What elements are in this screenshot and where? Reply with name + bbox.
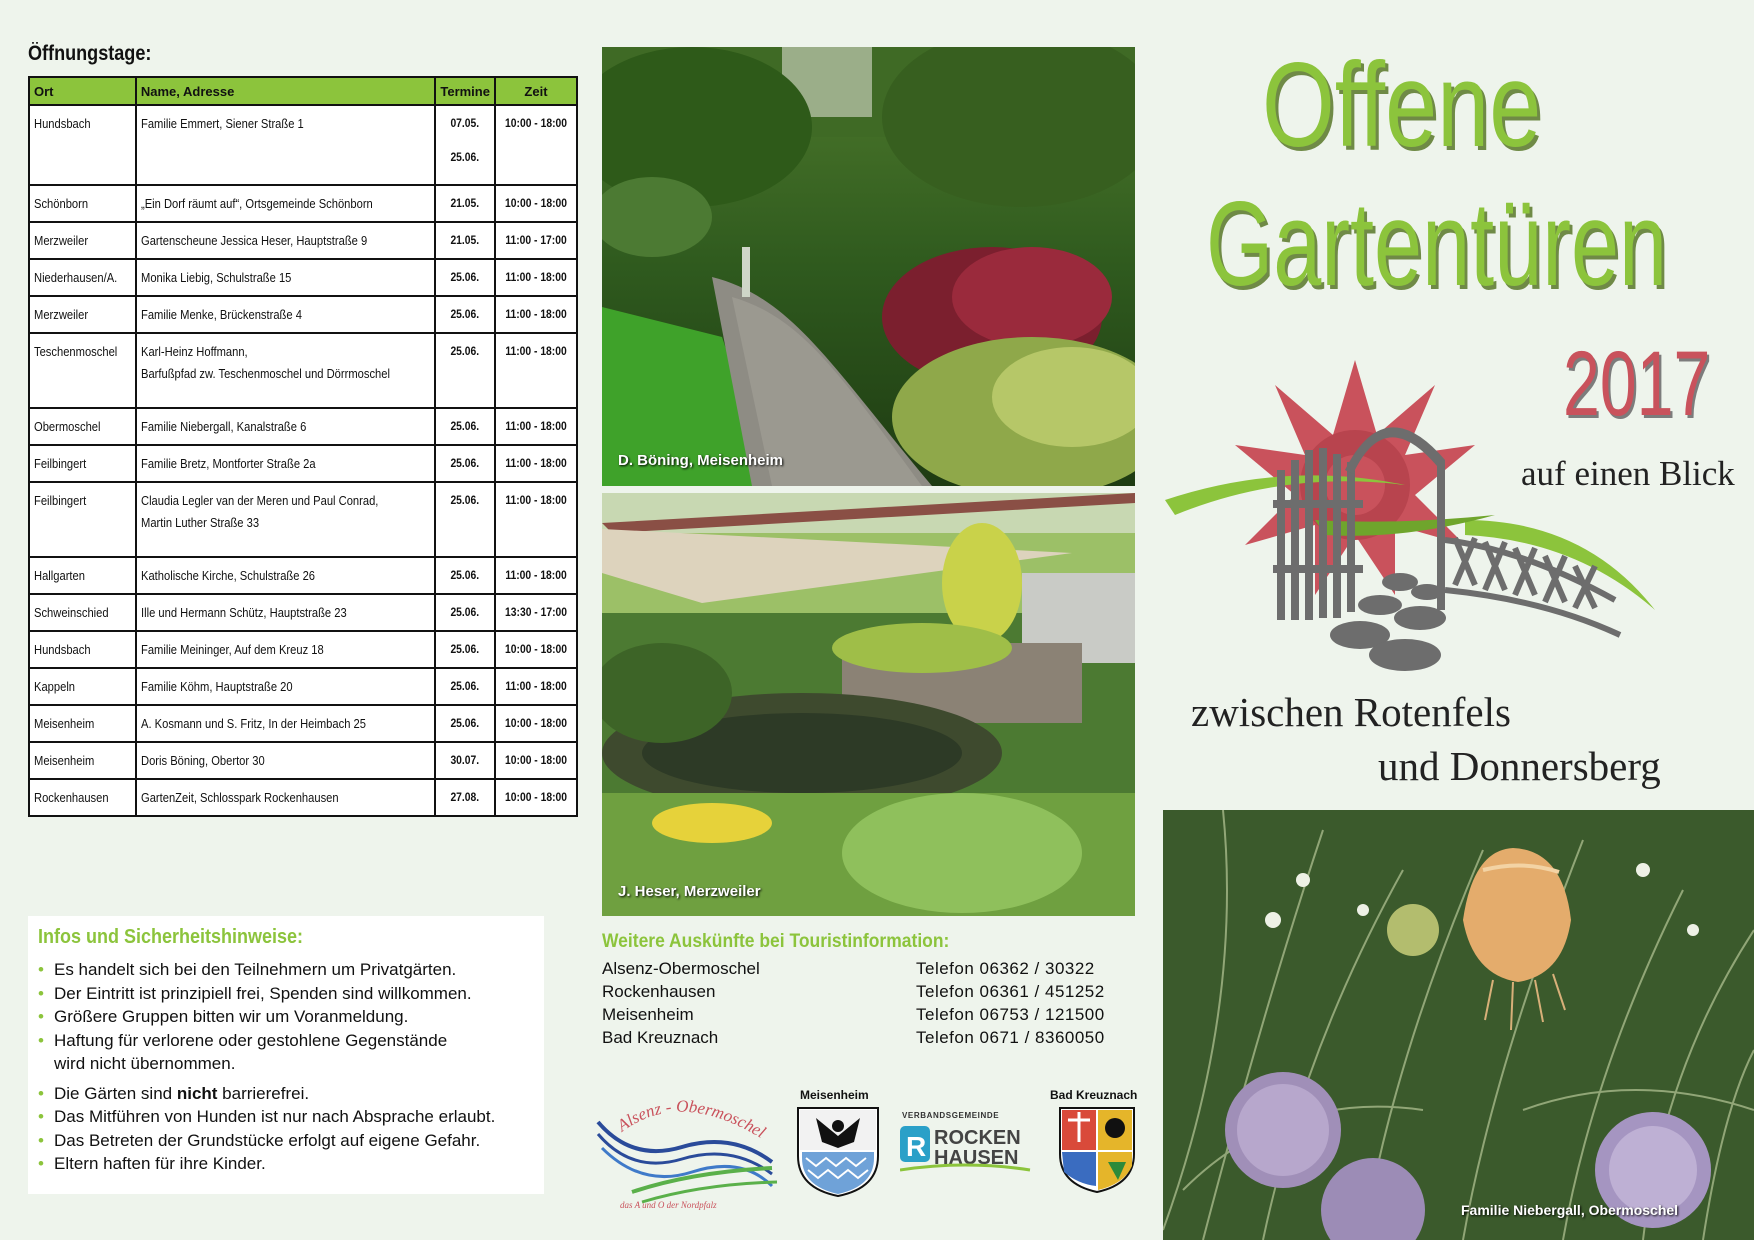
table-cell-name bbox=[136, 742, 436, 779]
info-item: • Größere Gruppen bitten wir um Voranmeldung. bbox=[38, 1005, 543, 1029]
cell-zeit: 11:00 - 18:00 bbox=[505, 344, 567, 358]
info-item: • Die Gärten sind nicht barrierefrei. bbox=[38, 1082, 543, 1106]
photo-heser-garden bbox=[602, 493, 1135, 916]
table-row bbox=[29, 333, 577, 408]
cell-ort: Obermoschel bbox=[34, 419, 101, 434]
cell-name: Familie Meininger, Auf dem Kreuz 18 bbox=[140, 642, 324, 657]
cell-termin: 25.06. bbox=[450, 605, 480, 619]
table-cell-zeit bbox=[495, 482, 577, 557]
table-row bbox=[29, 445, 577, 482]
table-cell-ort bbox=[29, 705, 136, 742]
cell-zeit: 11:00 - 18:00 bbox=[505, 456, 567, 470]
info-item: • Es handelt sich bei den Teilnehmern um Privatgärten. bbox=[38, 958, 543, 982]
column-header-zeit: Zeit bbox=[495, 77, 577, 105]
cell-name: GartenZeit, Schlosspark Rockenhausen bbox=[140, 790, 339, 805]
cell-termin: 25.06. bbox=[450, 307, 480, 321]
tourist-place: Meisenheim bbox=[602, 1005, 694, 1024]
cell-ort: Merzweiler bbox=[34, 233, 89, 248]
cell-name: Claudia Legler van der Meren und Paul Conrad, bbox=[140, 493, 379, 508]
table-cell-termin bbox=[435, 779, 495, 816]
table-cell-termin bbox=[435, 705, 495, 742]
table-cell-termin bbox=[435, 668, 495, 705]
cell-zeit: 11:00 - 17:00 bbox=[505, 233, 567, 247]
cell-zeit: 11:00 - 18:00 bbox=[505, 419, 567, 433]
table-cell-name bbox=[136, 482, 436, 557]
table-cell-termin bbox=[435, 482, 495, 557]
table-cell-zeit bbox=[495, 742, 577, 779]
column-header-ort: Ort bbox=[29, 77, 136, 105]
emphasis: nicht bbox=[176, 1083, 218, 1103]
cell-name: Gartenscheune Jessica Heser, Hauptstraße 9 bbox=[140, 233, 368, 248]
table-cell-termin bbox=[435, 105, 495, 185]
table-cell-termin bbox=[435, 631, 495, 668]
table-cell-ort bbox=[29, 105, 136, 185]
cell-zeit: 11:00 - 18:00 bbox=[505, 568, 567, 582]
alsenz-obermoschel-logo bbox=[592, 1092, 782, 1210]
cell-zeit: 13:30 - 17:00 bbox=[505, 605, 567, 619]
table-cell-zeit bbox=[495, 259, 577, 296]
cell-name: Karl-Heinz Hoffmann, bbox=[140, 344, 248, 359]
title-year: 2017 bbox=[1563, 333, 1711, 435]
cell-name: Monika Liebig, Schulstraße 15 bbox=[140, 270, 292, 285]
cell-name: Ille und Hermann Schütz, Hauptstraße 23 bbox=[140, 605, 347, 620]
table-cell-ort bbox=[29, 631, 136, 668]
table-cell-zeit bbox=[495, 445, 577, 482]
cell-ort: Schönborn bbox=[34, 196, 89, 211]
table-cell-name bbox=[136, 259, 436, 296]
cell-zeit: 10:00 - 18:00 bbox=[505, 753, 567, 767]
table-cell-zeit bbox=[495, 668, 577, 705]
cell-termin: 30.07. bbox=[450, 753, 480, 767]
column-header-name: Name, Adresse bbox=[136, 77, 436, 105]
table-cell-termin bbox=[435, 222, 495, 259]
title-line1: Offene bbox=[1262, 38, 1542, 172]
cell-name: Familie Bretz, Montforter Straße 2a bbox=[140, 456, 316, 471]
svg-text:R: R bbox=[906, 1131, 927, 1162]
table-row bbox=[29, 742, 577, 779]
table-cell-zeit bbox=[495, 705, 577, 742]
table-row bbox=[29, 259, 577, 296]
badkreuznach-coat-of-arms bbox=[1058, 1106, 1136, 1194]
cell-name: „Ein Dorf räumt auf“, Ortsgemeinde Schönborn bbox=[140, 196, 373, 211]
cell-termin-2: 25.06. bbox=[450, 150, 480, 164]
tourist-phone: Telefon 06361 / 451252 bbox=[916, 982, 1105, 1001]
table-cell-zeit bbox=[495, 408, 577, 445]
schedule-table bbox=[28, 76, 578, 817]
table-cell-termin bbox=[435, 333, 495, 408]
cell-zeit: 11:00 - 18:00 bbox=[505, 270, 567, 284]
tourist-phone: Telefon 06362 / 30322 bbox=[916, 959, 1095, 978]
cell-name: Doris Böning, Obertor 30 bbox=[140, 753, 265, 768]
table-cell-zeit bbox=[495, 333, 577, 408]
cell-zeit: 10:00 - 18:00 bbox=[505, 716, 567, 730]
cell-zeit: 10:00 - 18:00 bbox=[505, 642, 567, 656]
meisenheim-label: Meisenheim bbox=[800, 1088, 869, 1102]
info-item: • Der Eintritt ist prinzipiell frei, Spenden sind willkommen. bbox=[38, 982, 543, 1006]
alsenz-logo-text: Alsenz - Obermoschel bbox=[613, 1096, 770, 1142]
schedule-heading: Öffnungstage: bbox=[28, 42, 152, 65]
table-cell-name bbox=[136, 222, 436, 259]
table-cell-zeit bbox=[495, 105, 577, 185]
table-cell-zeit bbox=[495, 631, 577, 668]
table-cell-name bbox=[136, 445, 436, 482]
tourist-row bbox=[602, 982, 1142, 1005]
cell-ort: Hallgarten bbox=[34, 568, 85, 583]
table-cell-ort bbox=[29, 445, 136, 482]
cell-termin: 25.06. bbox=[450, 679, 480, 693]
table-cell-name bbox=[136, 779, 436, 816]
meisenheim-coat-of-arms bbox=[796, 1106, 880, 1198]
table-row bbox=[29, 668, 577, 705]
table-cell-zeit bbox=[495, 185, 577, 222]
table-cell-termin bbox=[435, 296, 495, 333]
cell-zeit: 11:00 - 18:00 bbox=[505, 679, 567, 693]
rockenhausen-logo bbox=[900, 1108, 1032, 1180]
tourist-title: Weitere Auskünfte bei Touristinformation: bbox=[602, 931, 950, 952]
table-row bbox=[29, 631, 577, 668]
tourist-row bbox=[602, 1028, 1142, 1051]
tourist-row bbox=[602, 1005, 1142, 1028]
table-cell-name bbox=[136, 185, 436, 222]
info-item: • Haftung für verlorene oder gestohlene Gegenstände bbox=[38, 1029, 543, 1053]
cell-name: Familie Köhm, Hauptstraße 20 bbox=[140, 679, 293, 694]
table-row bbox=[29, 185, 577, 222]
cell-termin: 25.06. bbox=[450, 419, 480, 433]
badkreuznach-label: Bad Kreuznach bbox=[1050, 1088, 1138, 1102]
table-row bbox=[29, 594, 577, 631]
table-row bbox=[29, 482, 577, 557]
cell-termin: 25.06. bbox=[450, 270, 480, 284]
table-row bbox=[29, 705, 577, 742]
cell-termin: 25.06. bbox=[450, 716, 480, 730]
cell-name: Familie Niebergall, Kanalstraße 6 bbox=[140, 419, 307, 434]
table-cell-termin bbox=[435, 259, 495, 296]
column-header-termine: Termine bbox=[435, 77, 495, 105]
table-cell-termin bbox=[435, 445, 495, 482]
tourist-row bbox=[602, 959, 1142, 982]
table-cell-ort bbox=[29, 259, 136, 296]
region-line1: zwischen Rotenfels bbox=[1191, 689, 1511, 735]
table-cell-ort bbox=[29, 408, 136, 445]
cell-termin: 25.06. bbox=[450, 568, 480, 582]
tourist-place: Alsenz-Obermoschel bbox=[602, 959, 760, 978]
cell-ort: Feilbingert bbox=[34, 456, 87, 471]
table-cell-name bbox=[136, 333, 436, 408]
table-cell-ort bbox=[29, 594, 136, 631]
table-cell-termin bbox=[435, 742, 495, 779]
title-line2: Gartentüren bbox=[1206, 177, 1668, 311]
table-cell-name bbox=[136, 296, 436, 333]
cell-termin: 21.05. bbox=[450, 233, 480, 247]
rockenhausen-logo-line1: ROCKEN bbox=[934, 1127, 1021, 1149]
table-cell-ort bbox=[29, 742, 136, 779]
table-cell-termin bbox=[435, 594, 495, 631]
table-cell-ort bbox=[29, 557, 136, 594]
cell-ort: Kappeln bbox=[34, 679, 76, 694]
cell-name: A. Kosmann und S. Fritz, In der Heimbach 25 bbox=[140, 716, 366, 731]
table-cell-ort bbox=[29, 185, 136, 222]
cell-ort: Hundsbach bbox=[34, 642, 91, 657]
cell-ort: Hundsbach bbox=[34, 116, 91, 131]
cell-name-line2: Barfußpfad zw. Teschenmoschel und Dörrmoschel bbox=[140, 366, 390, 381]
table-cell-termin bbox=[435, 557, 495, 594]
table-cell-name bbox=[136, 408, 436, 445]
table-cell-zeit bbox=[495, 296, 577, 333]
info-box bbox=[28, 916, 544, 1194]
table-cell-name bbox=[136, 105, 436, 185]
info-item-continuation: wird nicht übernommen. bbox=[54, 1054, 236, 1073]
cell-ort: Rockenhausen bbox=[34, 790, 109, 805]
title-subtitle: auf einen Blick bbox=[1521, 454, 1735, 493]
rockenhausen-logo-line2: HAUSEN bbox=[934, 1147, 1019, 1169]
photo-caption-niebergall: Familie Niebergall, Obermoschel bbox=[1461, 1202, 1679, 1218]
info-item: • Eltern haften für ihre Kinder. bbox=[38, 1152, 543, 1176]
cell-termin: 25.06. bbox=[450, 493, 480, 507]
table-cell-termin bbox=[435, 185, 495, 222]
table-cell-zeit bbox=[495, 222, 577, 259]
cell-ort: Feilbingert bbox=[34, 493, 87, 508]
table-cell-zeit bbox=[495, 594, 577, 631]
cell-zeit: 10:00 - 18:00 bbox=[505, 196, 567, 210]
cell-termin: 25.06. bbox=[450, 344, 480, 358]
table-cell-ort bbox=[29, 668, 136, 705]
cell-ort: Meisenheim bbox=[34, 753, 95, 768]
tourist-place: Rockenhausen bbox=[602, 982, 716, 1001]
cell-termin: 07.05. bbox=[450, 116, 480, 130]
table-cell-zeit bbox=[495, 557, 577, 594]
table-row bbox=[29, 779, 577, 816]
tourist-phone: Telefon 0671 / 8360050 bbox=[916, 1028, 1105, 1047]
table-row bbox=[29, 557, 577, 594]
cell-name: Katholische Kirche, Schulstraße 26 bbox=[140, 568, 315, 583]
photo-caption-boening: D. Böning, Meisenheim bbox=[618, 452, 784, 469]
cell-zeit: 11:00 - 18:00 bbox=[505, 307, 567, 321]
info-item: • Das Mitführen von Hunden ist nur nach Absprache erlaubt. bbox=[38, 1105, 543, 1129]
photo-boening-garden bbox=[602, 47, 1135, 486]
cell-name-line2: Martin Luther Straße 33 bbox=[140, 515, 259, 530]
table-cell-ort bbox=[29, 482, 136, 557]
cell-name: Familie Emmert, Siener Straße 1 bbox=[140, 116, 304, 131]
cell-ort: Teschenmoschel bbox=[34, 344, 118, 359]
cell-zeit: 10:00 - 18:00 bbox=[505, 116, 567, 130]
table-row bbox=[29, 222, 577, 259]
garden-gate-logo bbox=[1165, 350, 1655, 680]
tourist-place: Bad Kreuznach bbox=[602, 1028, 719, 1047]
table-header-row bbox=[29, 77, 577, 105]
info-list bbox=[38, 958, 543, 1176]
table-cell-termin bbox=[435, 408, 495, 445]
table-cell-ort bbox=[29, 296, 136, 333]
cell-ort: Merzweiler bbox=[34, 307, 89, 322]
cell-zeit: 11:00 - 18:00 bbox=[505, 493, 567, 507]
schedule-body bbox=[29, 105, 577, 816]
cell-ort: Niederhausen/A. bbox=[34, 270, 118, 285]
photo-niebergall-garden bbox=[1163, 810, 1754, 1240]
table-cell-name bbox=[136, 705, 436, 742]
table-row bbox=[29, 105, 577, 185]
alsenz-logo-subtext: das A und O der Nordpfalz bbox=[620, 1200, 717, 1210]
table-cell-ort bbox=[29, 779, 136, 816]
rockenhausen-logo-top: VERBANDSGEMEINDE bbox=[902, 1111, 1000, 1120]
cell-termin: 25.06. bbox=[450, 642, 480, 656]
cell-ort: Meisenheim bbox=[34, 716, 95, 731]
tourist-phone: Telefon 06753 / 121500 bbox=[916, 1005, 1105, 1024]
info-item: • Das Betreten der Grundstücke erfolgt auf eigene Gefahr. bbox=[38, 1129, 543, 1153]
table-row bbox=[29, 408, 577, 445]
table-cell-name bbox=[136, 557, 436, 594]
cell-zeit: 10:00 - 18:00 bbox=[505, 790, 567, 804]
table-cell-ort bbox=[29, 222, 136, 259]
cell-name: Familie Menke, Brückenstraße 4 bbox=[140, 307, 302, 322]
table-cell-ort bbox=[29, 333, 136, 408]
region-line2: und Donnersberg bbox=[1378, 743, 1661, 789]
cell-termin: 25.06. bbox=[450, 456, 480, 470]
cell-ort: Schweinschied bbox=[34, 605, 109, 620]
info-title: Infos und Sicherheitshinweise: bbox=[38, 926, 304, 948]
table-row bbox=[29, 296, 577, 333]
table-cell-name bbox=[136, 668, 436, 705]
cell-termin: 21.05. bbox=[450, 196, 480, 210]
photo-caption-heser: J. Heser, Merzweiler bbox=[618, 883, 761, 900]
cell-termin: 27.08. bbox=[450, 790, 480, 804]
table-cell-zeit bbox=[495, 779, 577, 816]
table-cell-name bbox=[136, 631, 436, 668]
svg-text:Alsenz - Obermoschel bbox=[613, 1097, 769, 1142]
table-cell-name bbox=[136, 594, 436, 631]
